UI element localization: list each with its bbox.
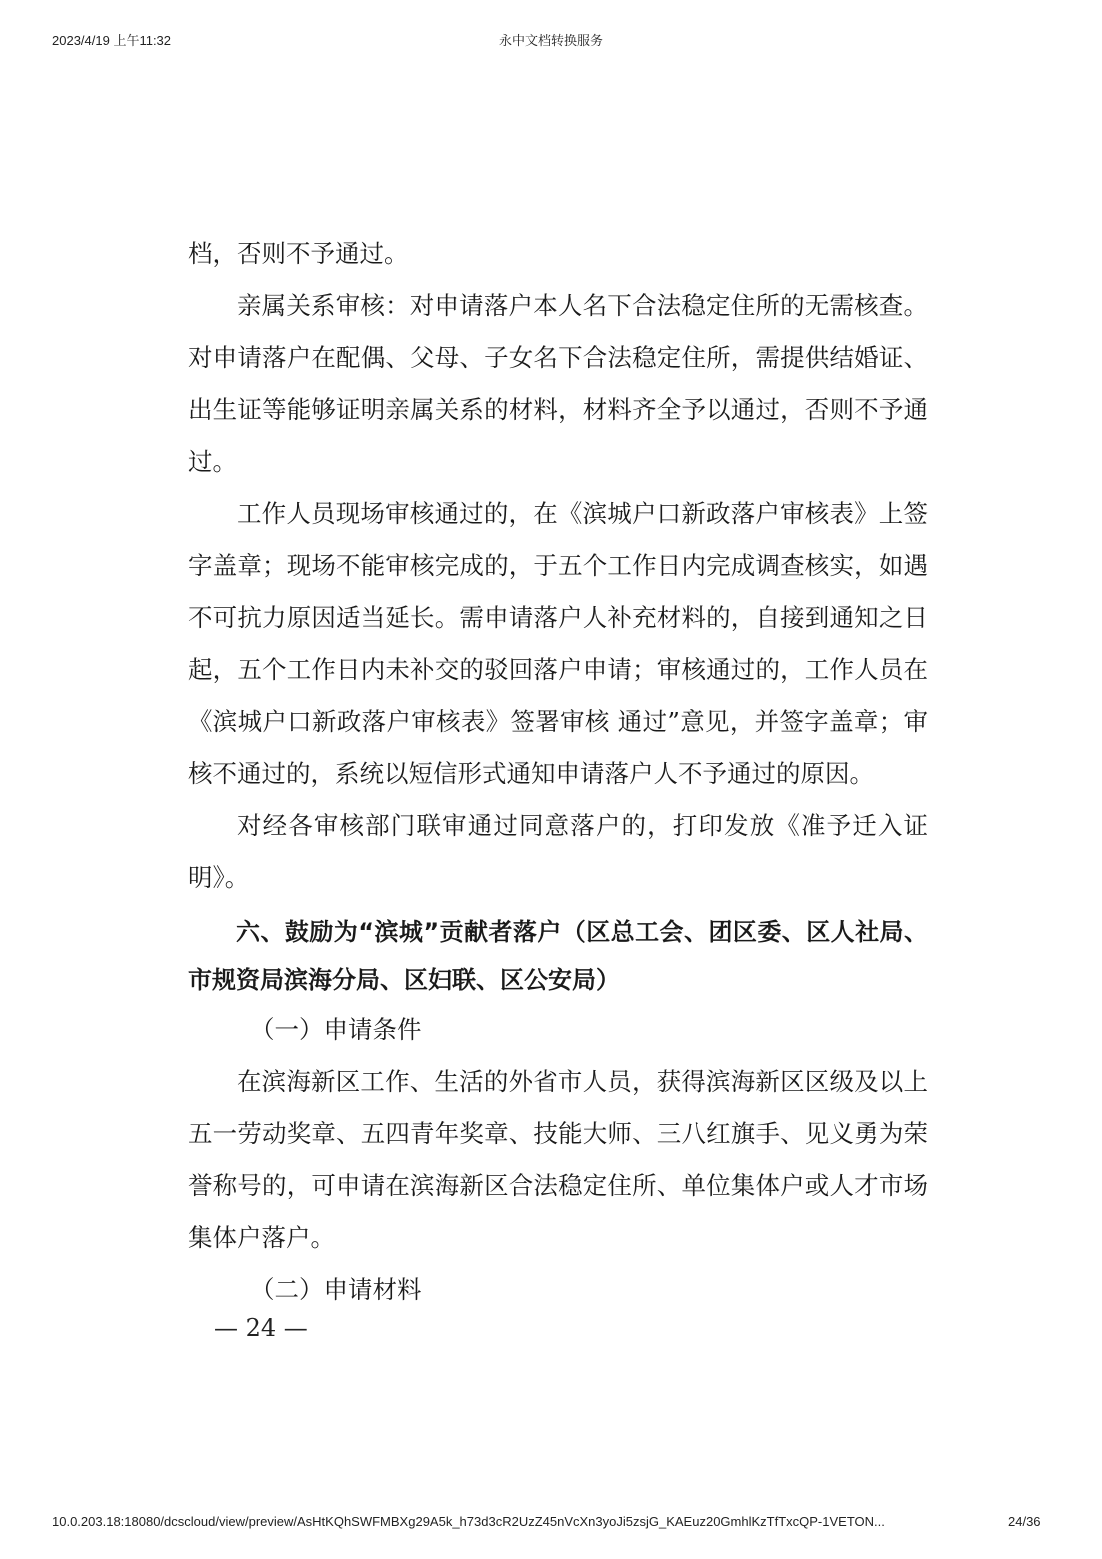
subheading-conditions: （一）申请条件: [250, 1015, 422, 1044]
print-footer-url: 10.0.203.18:18080/dcscloud/view/preview/AsHtKQhSWFMBXg29A5k_h73d3cR2UzZ45nVcXn3yoJi5zsjG_KAEuz20GmhlKzTfTxcQP-1VETON...: [52, 1514, 885, 1529]
print-header-title: 永中文档转换服务: [498, 33, 603, 48]
paragraph-issue-certificate: 对经各审核部门联审通过同意落户的，打印发放《准予迁入证明》。: [188, 811, 928, 892]
paragraph-kinship-review: 亲属关系审核：对申请落户本人名下合法稳定住所的无需核查。对申请落户在配偶、父母、子女名下合法稳定住所，需提供结婚证、出生证等能够证明亲属关系的材料，材料齐全予以通过，否则不予通过。: [188, 291, 928, 476]
page-number: — 24 —: [214, 1314, 308, 1342]
print-footer-page-count: 24/36: [1008, 1514, 1041, 1529]
section-heading-six: 六、鼓励为“滨城”贡献者落户（区总工会、团区委、区人社局、市规资局滨海分局、区妇联、区公安局）: [188, 918, 928, 994]
print-datetime: 2023/4/19 上午11:32: [52, 33, 172, 48]
document-body: [188, 228, 928, 1316]
subheading-materials: （二）申请材料: [250, 1275, 422, 1304]
paragraph-continuation: 档，否则不予通过。: [188, 239, 409, 268]
paragraph-onsite-review: 工作人员现场审核通过的，在《滨城户口新政落户审核表》上签字盖章；现场不能审核完成的，于五个工作日内完成调查核实，如遇不可抗力原因适当延长。需申请落户人补充材料的，自接到通知之日起，五个工作日内未补交的驳回落户申请；审核通过的，工作人员在《滨城户口新政落户审核表》签署审核 通过”意见，并签字盖章；审核不通过的，系统以短信形式通知申请落户人不予通过的原因。: [188, 499, 928, 788]
paragraph-conditions: 在滨海新区工作、生活的外省市人员，获得滨海新区区级及以上五一劳动奖章、五四青年奖章、技能大师、三八红旗手、见义勇为荣誉称号的，可申请在滨海新区合法稳定住所、单位集体户或人才市场集体户落户。: [188, 1067, 928, 1252]
